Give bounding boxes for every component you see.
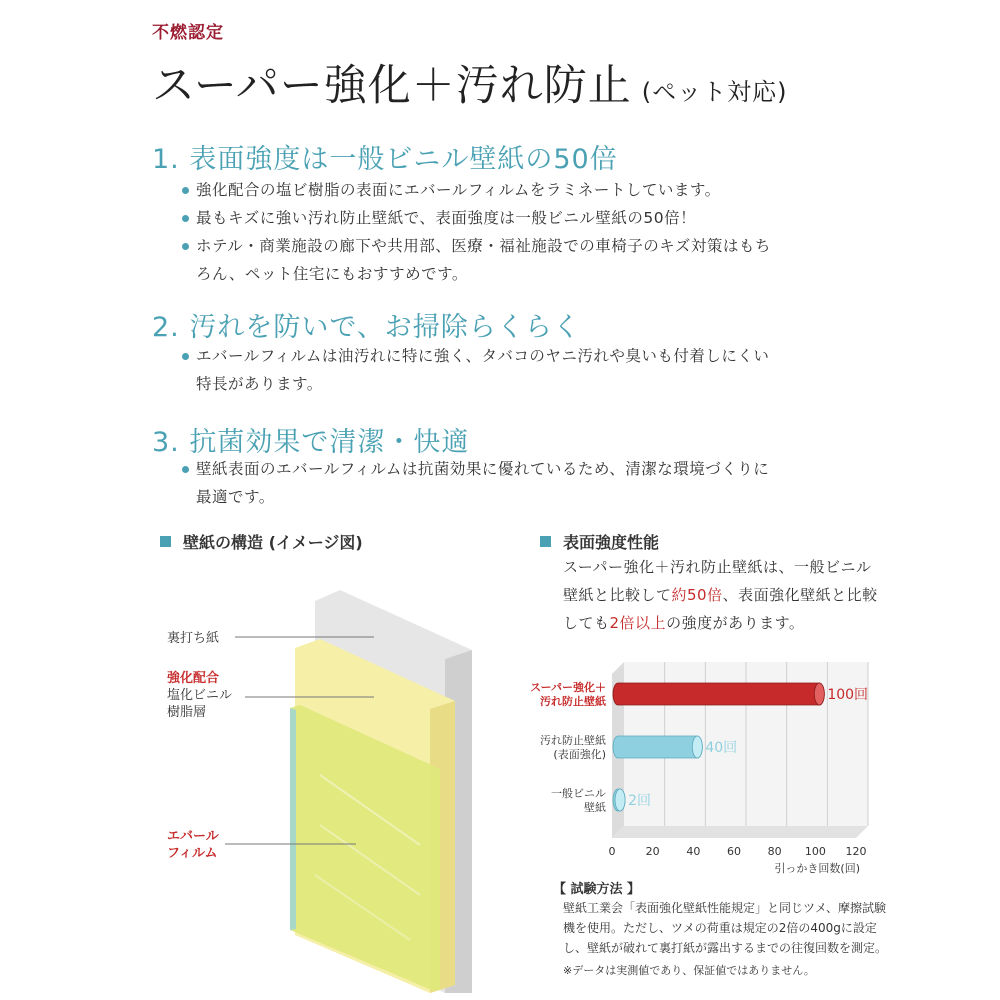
chart-bar-cap [615, 789, 625, 811]
section-1-bullet-1: 強化配合の塩ビ樹脂の表面にエバールフィルムをラミネートしています。 [196, 176, 836, 204]
category-label: (表面強化) [553, 748, 606, 761]
x-tick-label: 20 [645, 845, 660, 858]
film-layer-edge [290, 708, 296, 930]
chart-bar [613, 736, 702, 758]
x-axis-label: 引っかき回数(回) [774, 862, 860, 875]
chart-bar-cap [814, 683, 824, 705]
chart-bar [613, 683, 824, 705]
chart-value-label: 100回 [827, 687, 869, 703]
section-3-bullet-1: 壁紙表面のエバールフィルムは抗菌効果に優れているため、清潔な環境づくりに 最適です。 [196, 455, 836, 511]
performance-description: スーパー強化＋汚れ防止壁紙は、一般ビニル 壁紙と比較して約50倍、表面強化壁紙と比較 しても2倍以上の強度があります。 [563, 558, 878, 632]
section-2-heading: 2. 汚れを防いで、お掃除らくらく [152, 312, 581, 343]
x-tick-label: 40 [686, 845, 701, 858]
backing-paper-label: 裏打ち紙 [167, 631, 220, 646]
page-title: スーパー強化＋汚れ防止 (ペット対応) [152, 61, 788, 111]
chart-value-label: 2回 [628, 793, 651, 809]
category-label: 汚れ防止壁紙 [540, 695, 606, 708]
performance-heading: 表面強度性能 [540, 530, 659, 553]
chart-bar-cap [692, 736, 702, 758]
section-2-bullet-1: エバールフィルムは油汚れに特に強く、タバコのヤニ汚れや臭いも付着しにくい 特長があります。 [196, 342, 836, 398]
test-method-heading: 【 試験方法 】 [553, 882, 641, 897]
structure-heading: 壁紙の構造 (イメージ図) [160, 530, 363, 553]
x-tick-label: 0 [608, 845, 616, 858]
square-bullet-icon [540, 536, 551, 547]
chart-floor [612, 826, 868, 838]
certification-label: 不燃認定 [152, 23, 224, 43]
section-1-bullet-3: ホテル・商業施設の廊下や共用部、医療・福祉施設での車椅子のキズ対策はもち ろん、ペット住宅にもおすすめです。 [196, 232, 836, 288]
resin-layer-label: 強化配合 塩化ビニル 樹脂層 [167, 671, 233, 720]
category-label: スーパー強化＋ [530, 681, 606, 694]
section-3-heading: 3. 抗菌効果で清潔・快適 [152, 427, 470, 458]
film-layer-label: エバール フィルム [167, 829, 219, 861]
section-1-bullet-2: 最もキズに強い汚れ防止壁紙で、表面強度は一般ビニル壁紙の50倍！ [196, 204, 836, 232]
surface-strength-chart [520, 650, 900, 882]
square-bullet-icon [160, 536, 171, 547]
category-label: 壁紙 [584, 801, 606, 814]
page-subtitle: (ペット対応) [641, 78, 788, 106]
x-tick-label: 80 [767, 845, 782, 858]
category-label: 一般ビニル [551, 787, 606, 800]
chart-value-label: 40回 [705, 740, 738, 756]
category-label: 汚れ防止壁紙 [540, 734, 606, 747]
test-method-text: 壁紙工業会「表面強化壁紙性能規定」と同じツメ、摩擦試験 機を使用。ただし、ツメの荷重は規定の2倍の400gに設定 し、壁紙が破れて裏打紙が露出するまでの往復回数を測定。 [563, 901, 888, 955]
x-tick-label: 60 [727, 845, 741, 858]
x-tick-label: 100 [804, 845, 826, 858]
x-tick-label: 120 [845, 845, 867, 858]
section-1-heading: 1. 表面強度は一般ビニル壁紙の50倍 [152, 144, 618, 175]
data-note: ※データは実測値であり、保証値ではありません。 [563, 964, 815, 977]
